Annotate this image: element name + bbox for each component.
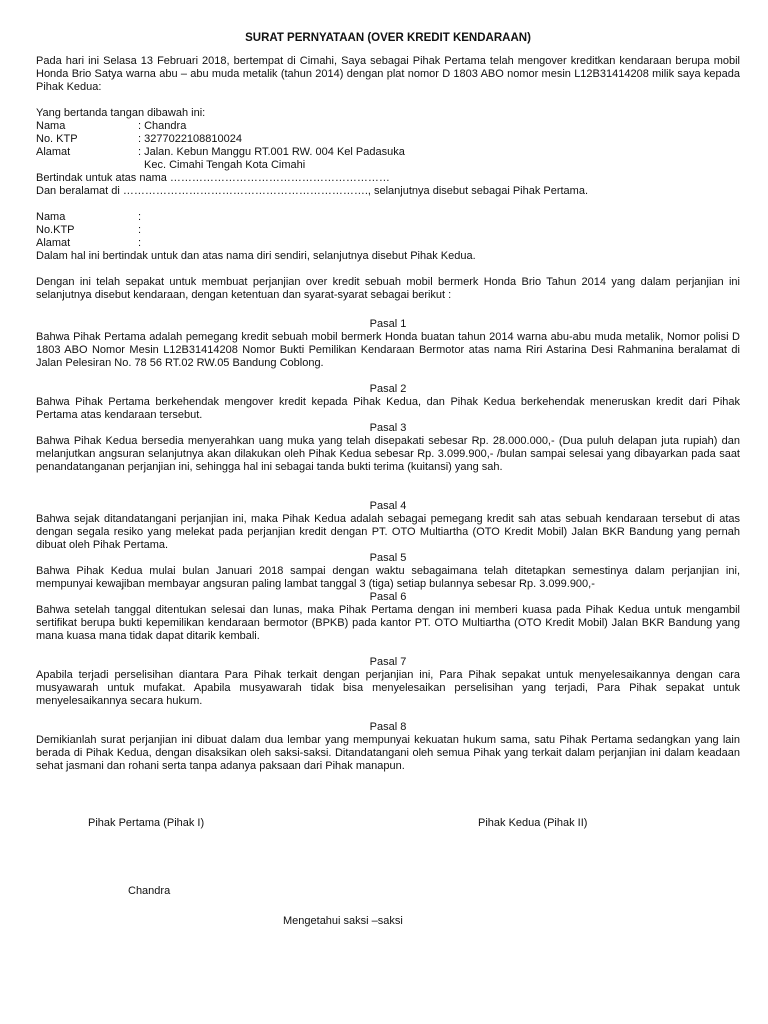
pasal-text: Bahwa Pihak Pertama berkehendak mengover kredit kepada Pihak Kedua, dan Pihak Kedua berkehendak meneruskan kredit dari Pihak Pertama atas kendaraan tersebut. [36,396,740,421]
party1-name-label: Nama [36,120,66,132]
party1-address-line: Dan beralamat di …………………………………………………………., selanjutnya disebut sebagai Pihak Pertama. [36,185,589,197]
party2-address-value: : [138,237,142,249]
pasal-text: Demikianlah surat perjanjian ini dibuat dalam dua lembar yang mempunyai kekuatan hukum sama, satu Pihak Pertama sedangkan yang lain berada di Pihak Kedua, dengan disaksikan oleh saksi-saksi. Ditandatangani oleh semua Pihak yang terkait dalam perjanjian ini dalam keadaan sehat jasmani dan rohani serta tanpa adanya paksaan dari Pihak manapun. [36,734,740,772]
party2-ktp-value: : [138,224,142,236]
pasal-title: Pasal 3 [369,422,407,434]
pasal-text: Bahwa Pihak Kedua bersedia menyerahkan uang muka yang telah disepakati sebesar Rp. 28.000.000,- (Dua puluh delapan juta rupiah) dan melanjutkan angsuran selanjutnya akan dilakukan oleh Pihak Kedua sebesar Rp. 3.099.900,- /bulan sampai selesai yang dibayarkan pada saat penandatanganan perjanjian ini, sehingga hal ini sebagai tanda bukti terima (kuitansi) yang sah. [36,435,740,473]
pasal-text: Bahwa Pihak Kedua mulai bulan Januari 2018 sampai dengan waktu sebagaimana telah ditetapkan semestinya dalam perjanjian ini, mempunyai kewajiban membayar angsuran paling lambat tanggal 3 (tiga) setiap bulannya sebesar Rp. 3.099.900,- [36,565,740,590]
party2-address-label: Alamat [36,237,71,249]
party1-address-label: Alamat [36,146,71,158]
document-title: SURAT PERNYATAAN (OVER KREDIT KENDARAAN) [245,32,531,44]
party1-name-row [36,120,740,133]
party2-name-value: : [138,211,142,223]
pasal-title: Pasal 8 [369,721,407,733]
pasal-text: Apabila terjadi perselisihan diantara Para Pihak terkait dengan perjanjian ini, Para Pihak sepakat untuk menyelesaikannya dengan cara musyawarah untuk mufakat. Apabila musyawarah tidak bisa menyelesaikan perselisihan yang terjadi, Para Pihak sepakat untuk menyelesaikannya secara hukum. [36,669,740,707]
pihak-kedua-label: Pihak Kedua (Pihak II) [478,817,588,829]
signer-name: Chandra [128,885,171,897]
party1-acting-line: Bertindak untuk atas nama …………………………………………………… [36,172,390,184]
party2-ktp-row [36,224,740,237]
party1-address-value: : Jalan. Kebun Manggu RT.001 RW. 004 Kel Padasuka [138,146,405,158]
pasal-text: Bahwa Pihak Pertama adalah pemegang kredit sebuah mobil bermerk Honda buatan tahun 2014 warna abu-abu muda metalik, Nomor polisi D 1803 ABO Nomor Mesin L12B31414208 Nomor Bukti Pemilikan Kendaraan Bermotor atas nama Riri Astarina Desi Rahmanina beralamat di Jalan Pelesiran No. 78 56 RT.02 RW.05 Bandung Coblong. [36,331,740,369]
party2-acting-line: Dalam hal ini bertindak untuk dan atas nama diri sendiri, selanjutnya disebut Pihak Kedua. [36,250,476,262]
pasal-title: Pasal 5 [369,552,407,564]
pasal-text: Bahwa sejak ditandatangani perjanjian ini, maka Pihak Kedua adalah sebagai pemegang kredit sah atas sebuah kendaraan tersebut di atas dengan segala resiko yang melekat pada perjanjian kredit dengan PT. OTO Multiartha (OTO Kredit Mobil) Jalan BKR Bandung yang pernah dibuat oleh Pihak Pertama. [36,513,740,551]
witness-label: Mengetahui saksi –saksi [283,915,403,927]
pasal-list [36,302,740,773]
pasal-title: Pasal 7 [369,656,407,668]
party1-name-value: : Chandra [138,120,187,132]
pasal-title: Pasal 6 [369,591,407,603]
pasal-title: Pasal 4 [369,500,407,512]
party1-address-value-line2: Kec. Cimahi Tengah Kota Cimahi [144,159,306,171]
pihak-pertama-label: Pihak Pertama (Pihak I) [88,817,205,829]
pasal-text: Bahwa setelah tanggal ditentukan selesai dan lunas, maka Pihak Pertama dengan ini memberi kuasa pada Pihak Kedua untuk mengambil sertifikat berupa bukti kepemilikan kendaraan bermotor (BPKB) pada kantor PT. OTO Multiartha (OTO Kredit Mobil) Jalan BKR Bandung yang mana kuasa mana tidak dapat ditarik kembali. [36,604,740,642]
party1-address-row [36,146,740,159]
document-page [36,32,740,773]
pasal-title: Pasal 1 [369,318,407,330]
signed-below-text: Yang bertanda tangan dibawah ini: [36,107,206,119]
agreement-paragraph: Dengan ini telah sepakat untuk membuat perjanjian over kredit sebuah mobil bermerk Honda Brio Tahun 2014 yang dalam perjanjian ini selanjutnya disebut kendaraan, dengan ketentuan dan syarat-syarat sebagai berikut : [36,276,740,301]
party1-ktp-label: No. KTP [36,133,78,145]
party1-ktp-value: : 3277022108810024 [138,133,242,145]
party2-address-row [36,237,740,250]
party2-ktp-label: No.KTP [36,224,75,236]
pasal-title: Pasal 2 [369,383,407,395]
party2-name-row [36,211,740,224]
party2-name-label: Nama [36,211,66,223]
intro-paragraph: Pada hari ini Selasa 13 Februari 2018, bertempat di Cimahi, Saya sebagai Pihak Pertama telah mengover kreditkan kendaraan berupa mobil Honda Brio Satya warna abu – abu muda metalik (tahun 2014) dengan plat nomor D 1803 ABO nomor mesin L12B31414208 milik saya kepada Pihak Kedua: [36,55,740,93]
party1-ktp-row [36,133,740,146]
